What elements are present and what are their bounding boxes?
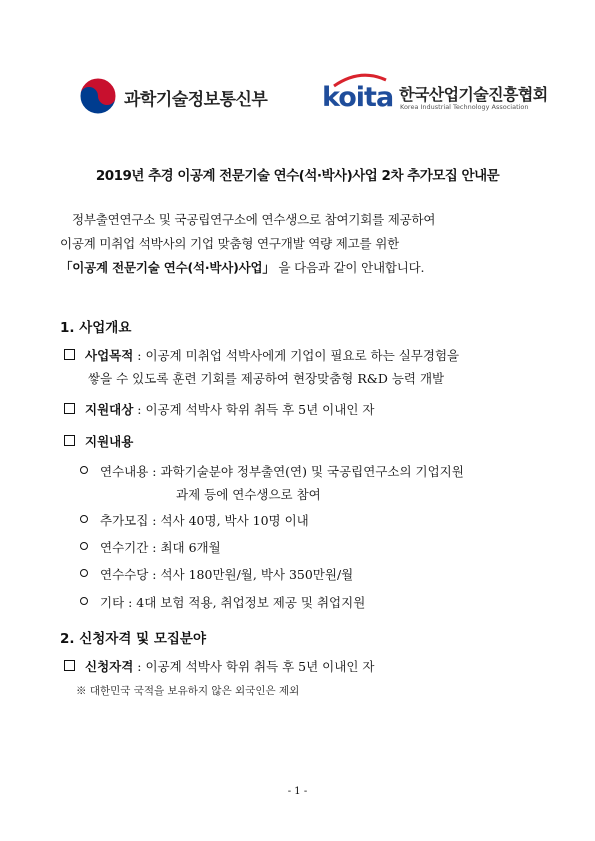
bullet-circle-icon [80, 597, 88, 605]
item-qualification [64, 657, 374, 675]
support-item-recruit [80, 511, 309, 529]
bullet-circle-icon [80, 569, 88, 577]
koita-logo [322, 72, 548, 118]
bullet-circle-icon [80, 542, 88, 550]
support-item-text: 기타 : 4대 보험 적용, 취업정보 제공 및 취업지원 [100, 595, 366, 610]
bullet-circle-icon [80, 515, 88, 523]
purpose-label: 사업목적 [85, 348, 134, 363]
koita-name-en: Korea Industrial Technology Association [400, 103, 529, 111]
intro-line-3 [60, 258, 540, 276]
target-label: 지원대상 [85, 402, 134, 417]
page-number: - 1 - [287, 786, 308, 797]
program-name: 「이공계 전문기술 연수(석·박사)사업」 [60, 260, 275, 275]
koita-name-kr: 한국산업기술진흥협회 [399, 85, 548, 104]
document-title: 2019년 추경 이공계 전문기술 연수(석·박사)사업 2차 추가모집 안내문 [95, 168, 500, 184]
support-item-content-2: 과제 등에 연수생으로 참여 [176, 487, 321, 502]
support-item-text: 연수기간 : 최대 6개월 [100, 540, 221, 555]
purpose-text: : 이공계 미취업 석박사에게 기업이 필요로 하는 실무경험을 [133, 348, 460, 363]
section-2-heading: 2. 신청자격 및 모집분야 [60, 631, 206, 647]
checkbox-square-icon [64, 403, 75, 414]
foreigner-note: ※ 대한민국 국적을 보유하지 않은 외국인은 제외 [76, 685, 300, 697]
item-support [64, 432, 133, 450]
target-text: : 이공계 석박사 학위 취득 후 5년 이내인 자 [133, 402, 375, 417]
support-item-content [80, 462, 464, 480]
intro-line-2: 이공계 미취업 석박사의 기업 맞춤형 연구개발 역량 제고를 위한 [60, 236, 399, 251]
support-label: 지원내용 [85, 434, 134, 449]
qualification-text: : 이공계 석박사 학위 취득 후 5년 이내인 자 [133, 659, 375, 674]
qualification-label: 신청자격 [85, 659, 134, 674]
support-item-etc [80, 593, 365, 611]
support-item-text: 연수수당 : 석사 180만원/월, 박사 350만원/월 [100, 567, 354, 582]
intro-line-1: 정부출연연구소 및 국공립연구소에 연수생으로 참여기회를 제공하여 [72, 212, 436, 227]
support-item-text: 추가모집 : 석사 40명, 박사 10명 이내 [100, 513, 309, 528]
support-item-allowance [80, 565, 353, 583]
msit-name: 과학기술정보통신부 [124, 90, 268, 110]
support-item-text: 연수내용 : 과학기술분야 정부출연(연) 및 국공립연구소의 기업지원 [100, 464, 464, 479]
checkbox-square-icon [64, 435, 75, 446]
purpose-text-2: 쌓을 수 있도록 훈련 기회를 제공하여 현장맞춤형 R&D 능력 개발 [88, 371, 445, 386]
intro-line-3-rest: 을 다음과 같이 안내합니다. [274, 260, 425, 275]
checkbox-square-icon [64, 349, 75, 360]
taegeuk-emblem-icon [78, 76, 118, 116]
item-target [64, 400, 374, 418]
checkbox-square-icon [64, 660, 75, 671]
bullet-circle-icon [80, 466, 88, 474]
section-1-heading: 1. 사업개요 [60, 320, 132, 336]
item-purpose [64, 346, 459, 364]
support-item-period [80, 538, 221, 556]
koita-wordmark: koita [322, 82, 394, 113]
